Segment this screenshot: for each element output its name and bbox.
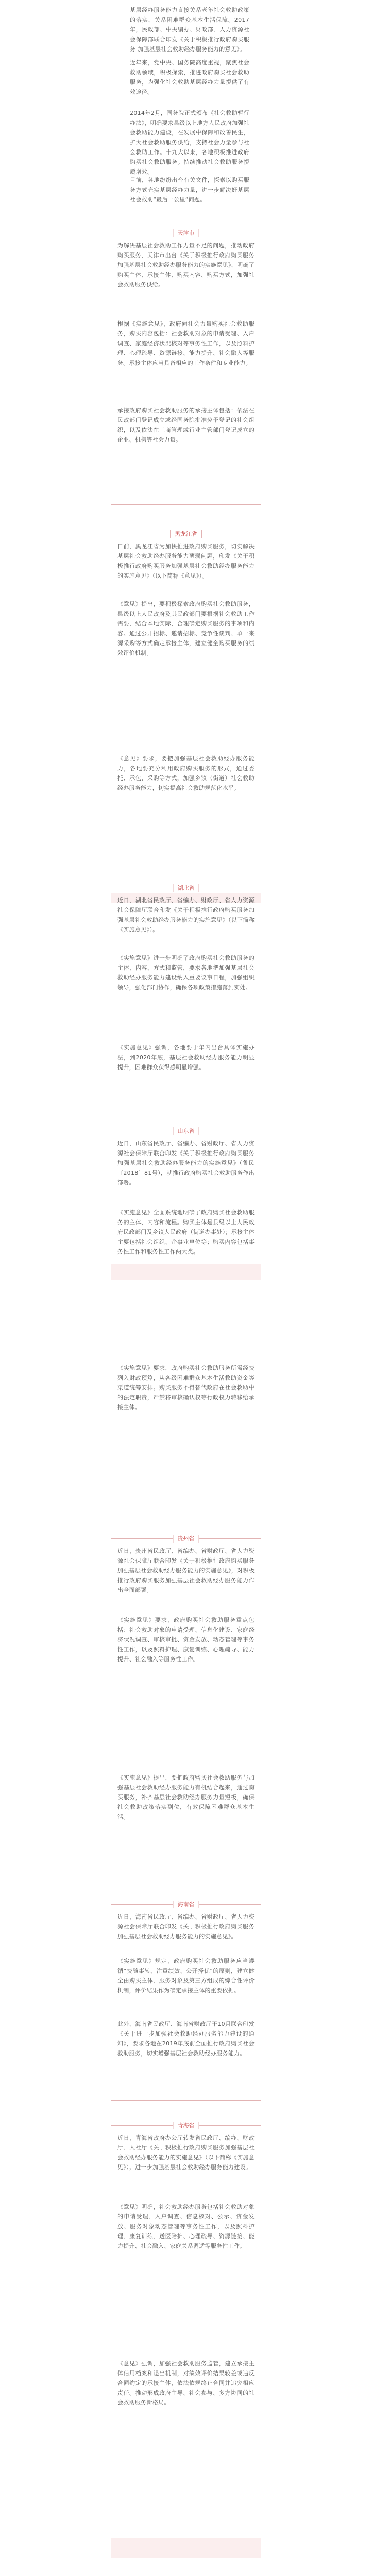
section-title: 山东省 <box>173 1127 199 1135</box>
section-card <box>111 885 261 1104</box>
section-paragraph: 《实施意见》提出，要把政府购买社会救助服务与加强基层社会救助经办服务能力有机结合起来，通过购买服务，补齐基层社会救助经办服务力量短板，确保社会救助政策落实到位，有效保障困难群众基本生活。 <box>117 1774 255 1820</box>
section-title: 湖北省 <box>173 884 199 892</box>
section-title: 青海省 <box>173 2122 199 2129</box>
section-paragraph: 《实施意见》强调，各地要于年内出台具体实施办法，到2020年底，基层社会救助经办服务能力明显提升，困难群众获得感明显增强。 <box>117 1044 255 1071</box>
section-paragraph: 《实施意见》要求，政府购买社会救助服务所需经费列入财政预算，从各级困难群众基本生活救助资金等渠道统筹安排。购买服务不得替代政府在社会救助中的法定职责，严禁将审核确认权等行政权力转移给承接主体。 <box>117 1365 255 1411</box>
section-title: 天津市 <box>173 229 199 237</box>
intro-paragraph: 基层经办服务能力直接关系老年社会救助政策的落实，关系困难群众基本生活保障。2017年，民政部、中央编办、财政部、人力资源社会保障部联合印发《关于积极推行政府购买服务 加强基层社会救助经办服务能力的意见》。 <box>130 7 249 53</box>
section-paragraph: 《实施意见》进一步明确了政府购买社会救助服务的主体、内容、方式和监管，要求各地把加强基层社会救助经办服务能力建设纳入重要议事日程，加强组织领导，强化部门协作，确保各项政策措施落到实处。 <box>117 955 255 991</box>
section-card <box>111 2122 261 2568</box>
highlight-band <box>111 1264 261 1280</box>
section-title: 贵州省 <box>173 1535 199 1543</box>
section-paragraph: 《意见》强调，加强社会救助服务监管，建立承接主体信用档案和退出机制，对绩效评价结果较差或违反合同约定的承接主体，依法依规终止合同并追究相应责任。推动形成政府主导、社会参与、多方协同的社会救助服务新格局。 <box>117 2360 255 2406</box>
section-title: 黑龙江省 <box>170 530 202 538</box>
intro-paragraph: 近年来，党中央、国务院高度重视，聚焦社会救助领域，积极探索，推进政府购买社会救助服务，为强化社会救助基层经办力量提供了有效途径。 <box>130 59 249 95</box>
highlight-band <box>111 2538 261 2558</box>
section-paragraph: 近日，海南省民政厅、省编办、省财政厅、省人力资源社会保障厅联合印发《关于积极推行政府购买服务加强基层社会救助经办服务能力的实施意见》。 <box>117 1913 255 1940</box>
intro-paragraph: 目前，各地纷纷出台有关文件，探索以购买服务方式充实基层经办力量，进一步解决好基层社会救助“最后一公里”问题。 <box>130 177 249 203</box>
section-paragraph: 近日，贵州省民政厅、省编办、省财政厅、省人力资源社会保障厅联合印发《关于积极推行政府购买服务加强基层社会救助经办服务能力的实施意见》，对积极推行政府购买服务加强基层社会救助经办服务能力作出全面部署。 <box>117 1548 255 1594</box>
section-paragraph: 近日，山东省民政厅、省编办、省财政厅、省人力资源社会保障厅联合印发《关于积极推行政府购买服务加强基层社会救助经办服务能力的实施意见》（鲁民〔2018〕81号），就推行政府购买社会救助服务作出部署。 <box>117 1140 255 1186</box>
section-paragraph: 为解决基层社会救助工作力量不足的问题，推动政府购买服务，天津市出台《关于积极推行政府购买服务加强基层社会救助经办服务能力的实施意见》，明确了购买主体、承接主体、购买内容、购买方式，加强社会救助服务供给。 <box>117 242 255 288</box>
section-paragraph: 《意见》要求，要把加强基层社会救助经办服务能力，各地要充分利用政府购买服务的形式，通过委托、承包、采购等方式，加强乡镇（街道）社会救助经办服务能力，切实提高社会救助规范化水平。 <box>117 755 255 791</box>
section-card <box>111 531 261 863</box>
section-paragraph: 《意见》明确，社会救助经办服务包括社会救助对象的申请受理、入户调查、信息核对、公示、资金发放、服务对象动态管理等事务性工作，以及照料护理、康复训练、送医陪护、心理疏导、资源链接、能力提升、社会融入、家庭关系调适等服务性工作。 <box>117 2204 255 2249</box>
section-paragraph: 《实施意见》要求，政府购买社会救助服务重点包括：社会救助对象的申请受理、信息化建设、家庭经济状况调查、审核审批、资金发放、动态管理等事务性工作，以及照料护理、康复训练、心理疏导、能力提升、社会融入等服务性工作。 <box>117 1617 255 1663</box>
section-title: 海南省 <box>173 1901 199 1908</box>
section-paragraph: 此外，海南省民政厅、海南省财政厅于10月联合印发《关于进一步加强社会救助经办服务能力建设的通知》，要求各地在2019年底前全面推行政府购买社会救助服务，切实增强基层社会救助经办服务能力。 <box>117 2021 255 2057</box>
section-paragraph: 承接政府购买社会救助服务的承接主体包括：依法在民政部门登记成立或经国务院批准免予登记的社会组织，以及依法在工商管理或行业主管部门登记成立的企业、机构等社会力量。 <box>117 407 255 443</box>
section-paragraph: 《实施意见》规定，政府购买社会救助服务应当遵循“费随事转、注重绩效、公开择优”的原则，建立健全由购买主体、服务对象及第三方组成的综合性评价机制，评价结果作为确定承接主体的重要依据。 <box>117 1958 255 1994</box>
section-card <box>111 1901 261 2101</box>
section-paragraph: 《意见》提出，要积极探索政府购买社会救助服务，县级以上人民政府及其民政部门要根据社会救助工作需要，结合本地实际，合理确定购买服务的事项和内容。通过公开招标、邀请招标、竞争性谈判、单一来源采购等方式确定承接主体，建立健全购买服务的绩效评价机制。 <box>117 601 255 656</box>
section-paragraph: 日前，黑龙江省为加快推进政府购买服务，切实解决基层社会救助经办服务能力薄弱问题，印发《关于积极推行政府购买服务加强基层社会救助经办服务能力的实施意见》（以下简称《意见》）。 <box>117 543 255 579</box>
section-card <box>111 1128 261 1514</box>
section-card <box>111 1535 261 1880</box>
intro-paragraph: 2014年2月，国务院正式颁布《社会救助暂行办法》，明确要求县级以上地方人民政府加强社会救助能力建设，在发展中保障和改善民生，扩大社会救助服务供给，支持社会力量参与社会救助工作。十九大以来，各地积极推进政府购买社会救助服务。持续推动社会救助服务提质增效。 <box>130 110 249 175</box>
section-paragraph: 近日，湖北省民政厅、省编办、财政厅、省人力资源社会保障厅联合印发《关于积极推行政府购买服务加强基层社会救助经办服务能力的实施意见》（以下简称《实施意见》）。 <box>117 897 255 933</box>
section-paragraph: 根据《实施意见》，政府向社会力量购买社会救助服务，购买内容包括：社会救助对象的申请受理、入户调查、家庭经济状况核对等事务性工作，以及照料护理、心理疏导、资源链接、能力提升、社会融入等服务。承接主体应当具备相应的工作条件和专业能力。 <box>117 320 255 366</box>
section-paragraph: 近日，青海省政府办公厅转发省民政厅、编办、财政厅、人社厅《关于积极推行政府购买服务加强基层社会救助经办服务能力的实施意见》（以下简称《实施意见》），进一步加强基层社会救助经办服务能力建设。 <box>117 2134 255 2171</box>
section-card <box>111 230 261 505</box>
section-paragraph: 《实施意见》全面系统地明确了政府购买社会救助服务的主体、内容和流程。购买主体是县级以上人民政府民政部门及乡镇人民政府（街道办事处）；承接主体主要包括社会组织、企事业单位等；购买内容包括事务性工作和服务性工作两大类。 <box>117 1209 255 1255</box>
